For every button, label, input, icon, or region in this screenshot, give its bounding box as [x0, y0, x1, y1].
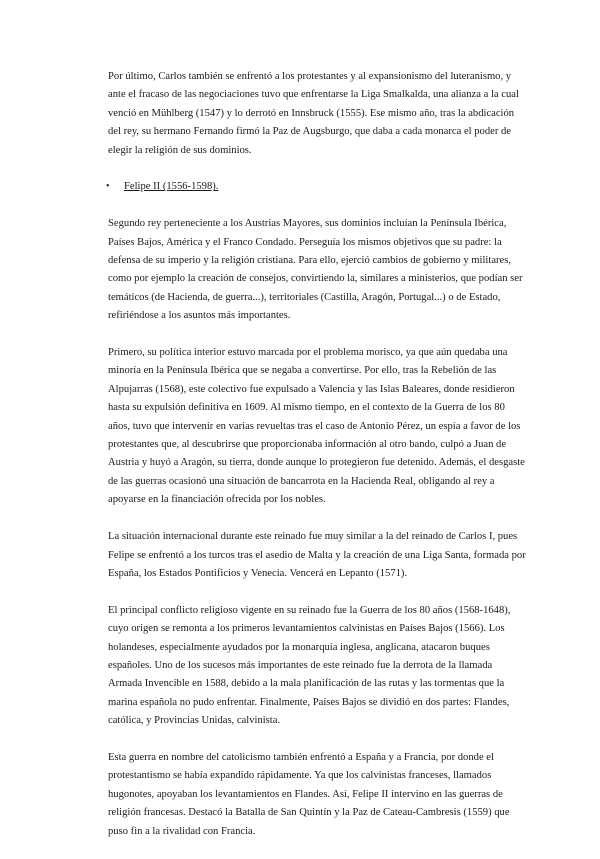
bullet-icon: • — [106, 181, 110, 193]
paragraph-conflicto-religioso: El principal conflicto religioso vigente en su reinado fue la Guerra de los 80 años (1568-1648), cuyo origen se remonta a los primeros levantamientos calvinistas en Países Bajos (1566). Los holandeses, especialmente ayudados por la monarquía inglesa, anglicana, atacaron buques españoles. Uno de los sucesos más importantes de este reinado fue la derrota de la llamada Armada Invencible en 1588, debido a la mala planificación de las rutas y las tormentas que la marina española no pudo enfrentar. Finalmente, Países Bajos se dividió en dos partes: Flandes, católica, y Provincias Unidas, calvinista. — [108, 604, 511, 727]
paragraph-situacion-internacional: La situación internacional durante este reinado fue muy similar a la del reinado de Carlos I, pues Felipe se enfrentó a los turcos tras el asedio de Malta y la creación de una Liga Santa, formada por España, los Estados Pontificios y Venecia. Vencerá en Lepanto (1571). — [108, 531, 526, 579]
paragraph-politica-interior: Primero, su política interior estuvo marcada por el problema morisco, ya que aún quedaba una minoría en la Península Ibérica que se negaba a convertirse. Por ello, tras la Rebelión de las Alpujarras (1568), este colectivo fue expulsado a Valencia y las Islas Baleares, donde residieron hasta su expulsión definitiva en 1609. Al mismo tiempo, en el contexto de la Guerra de los 80 años, tuvo que intervenir en varias revueltas tras el caso de Antonio Pérez, un espía a favor de los protestantes que, al descubrirse que proporcionaba información al otro bando, culpó a Juan de Austria y huyó a Aragón, su tierra, donde aunque lo protegieron fue detenido. Además, el desgaste de las guerras ocasionó una situación de bancarrota en la Hacienda Real, obligando al rey a apoyarse en la financiación ofrecida por los nobles. — [108, 347, 525, 506]
document-page — [108, 68, 528, 859]
section-heading-label[interactable]: Felipe II (1556-1598). — [124, 181, 219, 193]
paragraph-felipe-dominios: Segundo rey perteneciente a los Austrias Mayores, sus dominios incluían la Península Ibérica, Países Bajos, América y el Franco Condado. Perseguía los mismos objetivos que su padre: la defensa de su imperio y la religión cristiana. Para ello, ejerció cambios de gobierno y militares, como por ejemplo la creación de consejos, convirtiendo la, similares a ministerios, que podían ser temáticos (de Hacienda, de guerra...), territoriales (Castilla, Aragón, Portugal...) o de Estado, refiriéndose a los asuntos más importantes. — [108, 218, 523, 322]
section-heading-felipe-ii — [108, 178, 528, 196]
paragraph-guerra-francia: Esta guerra en nombre del catolicismo también enfrentó a España y a Francia, por donde el protestantismo se había expandido rápidamente. Ya que los calvinistas franceses, llamados hugonotes, apoyaban los levantamientos en Flandes. Así, Felipe II intervino en las guerras de religión francesas. Destacó la Batalla de San Quintín y la Paz de Cateau-Cambresis (1559) que puso fin a la rivalidad con Francia. — [108, 751, 510, 837]
paragraph-carlos-protestantes: Por último, Carlos también se enfrentó a los protestantes y al expansionismo del luteranismo, y ante el fracaso de las negociaciones tuvo que enfrentarse la Liga Smalkalda, una alianza a la cual venció en Mühlberg (1547) y lo derrotó en Innsbruck (1555). Ese mismo año, tras la abdicación del rey, su hermano Fernando firmó la Paz de Augsburgo, que daba a cada monarca el poder de elegir la religión de sus dominios. — [108, 71, 519, 156]
